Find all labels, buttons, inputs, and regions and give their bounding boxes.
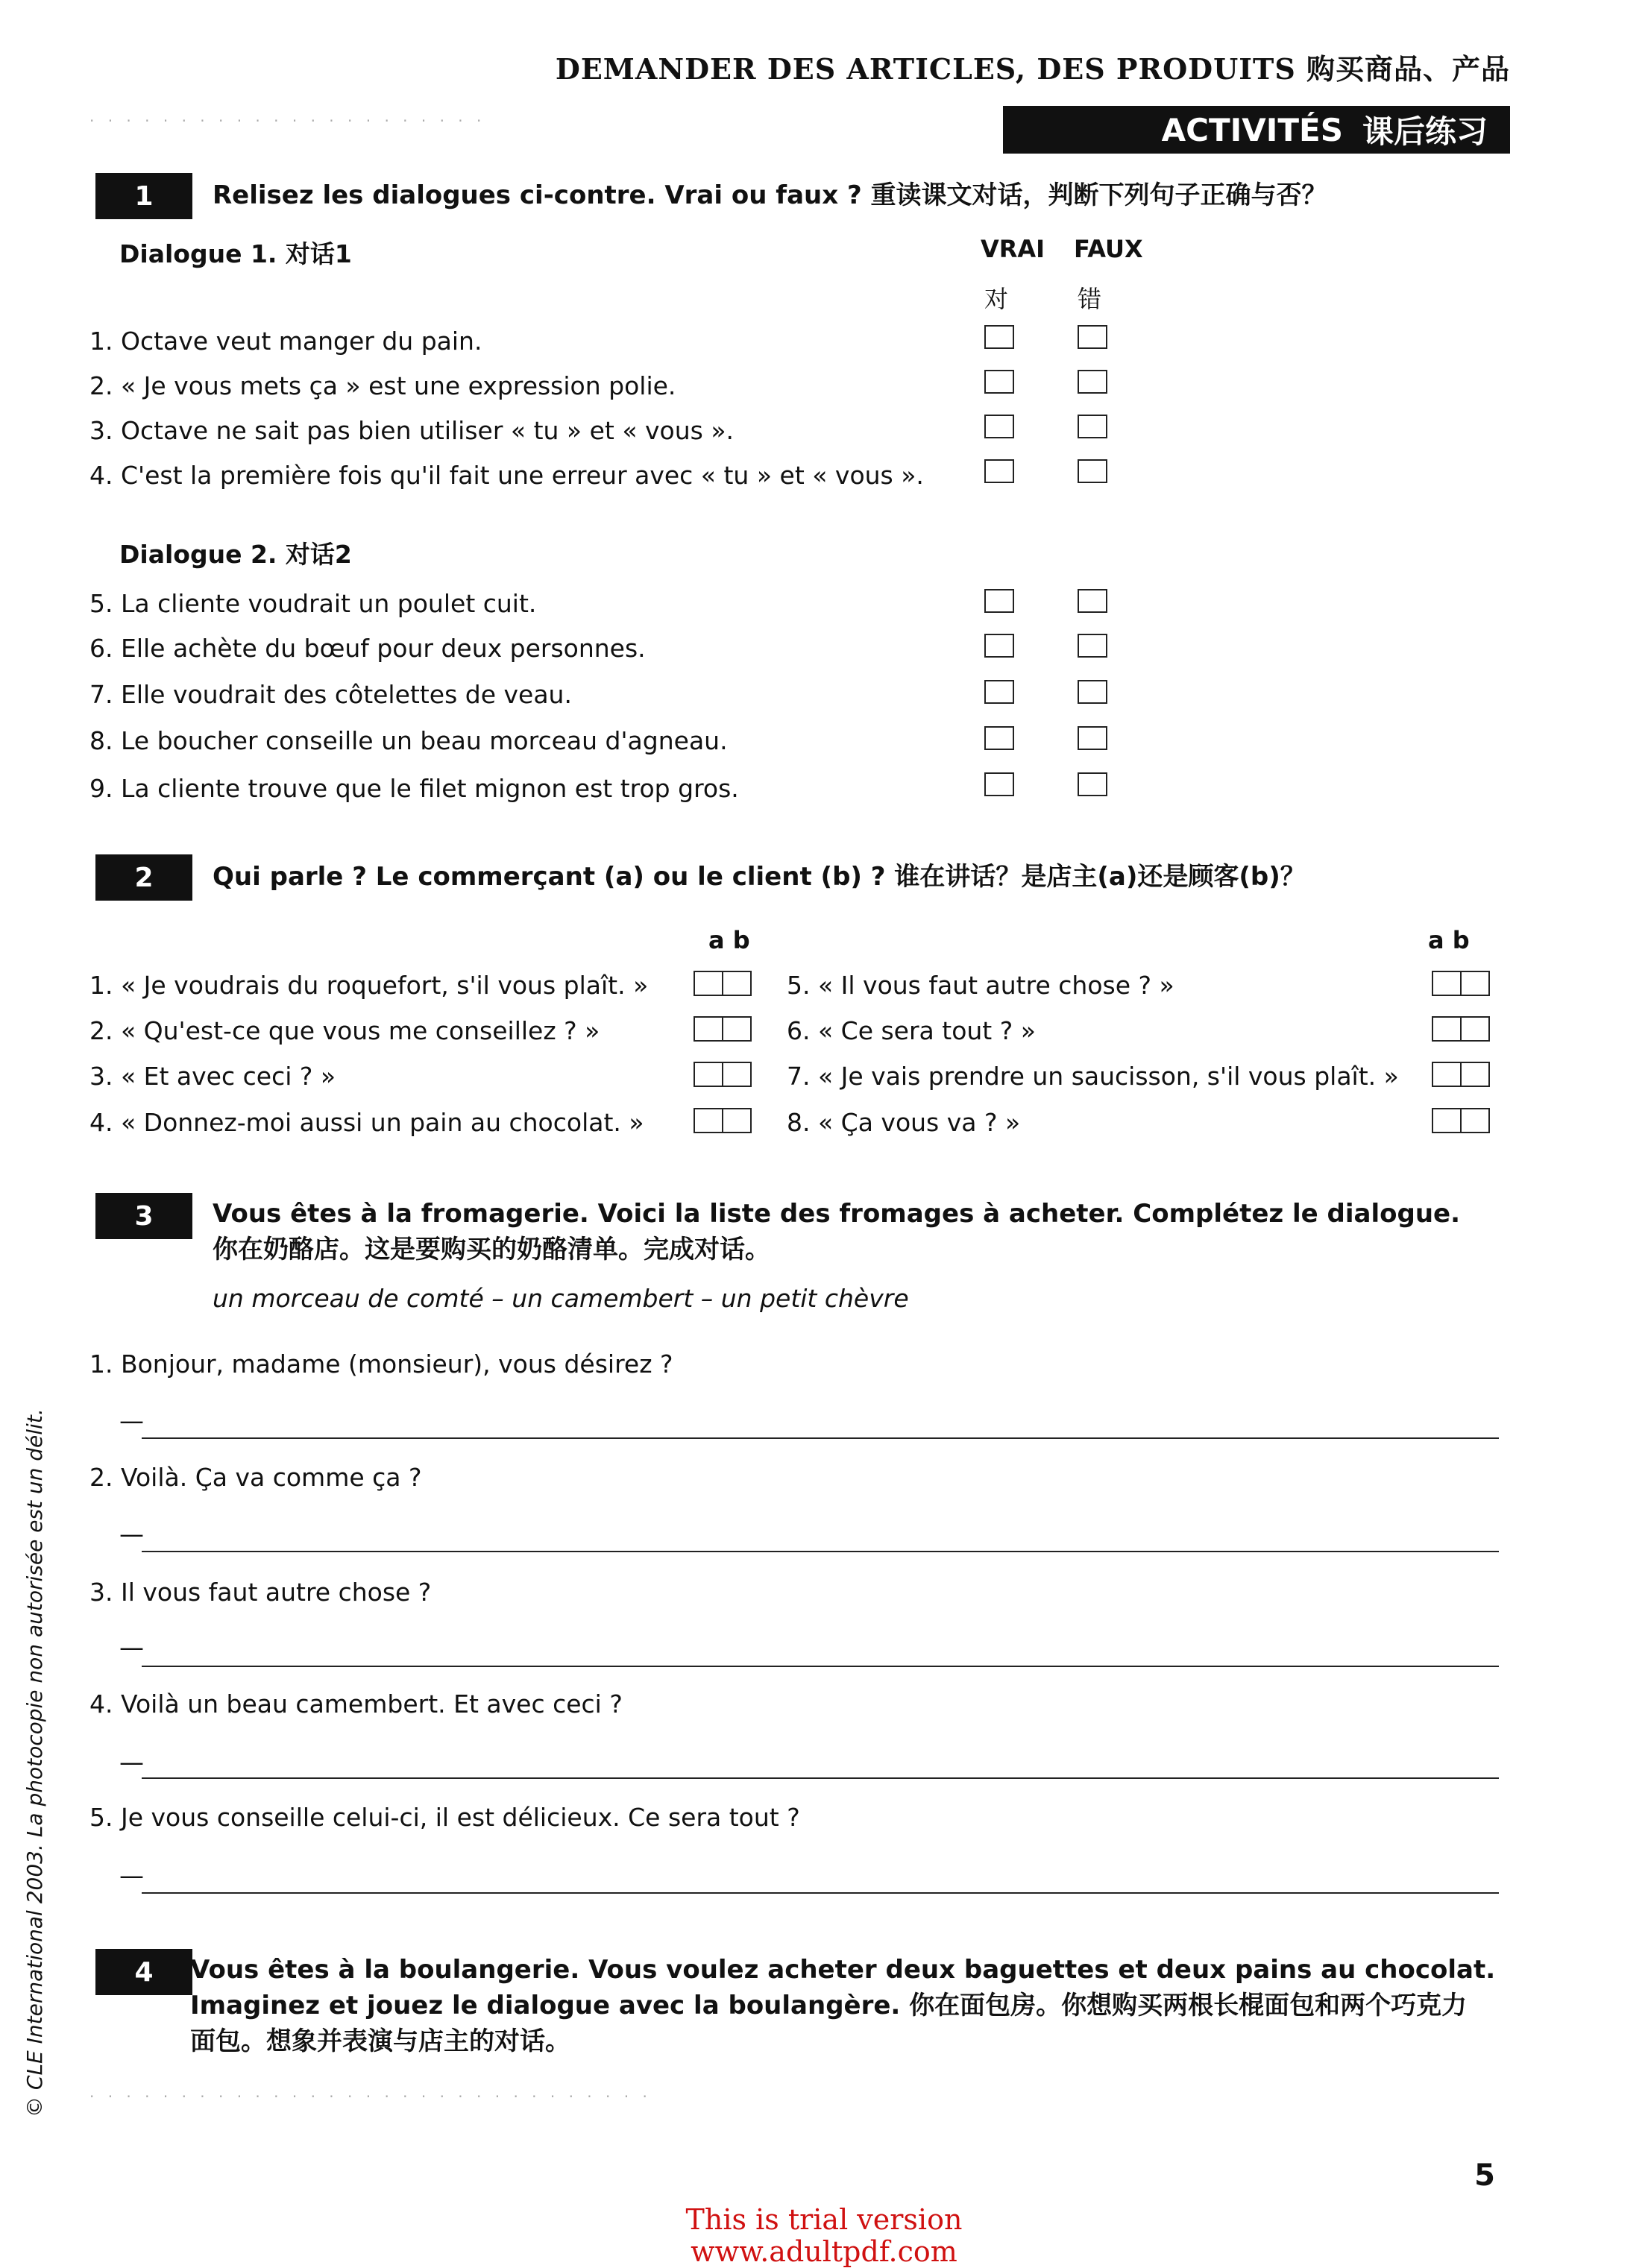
ex1-statement-7: 7. Elle voudrait des côtelettes de veau. [89, 680, 572, 709]
ex3-answer-line-3[interactable] [142, 1666, 1499, 1667]
ex1-4-vrai-checkbox[interactable] [984, 459, 1014, 483]
ex1-7-vrai-checkbox[interactable] [984, 680, 1014, 704]
ex1-statement-1: 1. Octave veut manger du pain. [89, 327, 482, 356]
exercise-1-number: 1 [95, 173, 192, 219]
trial-notice: This is trial version [685, 2203, 963, 2236]
ex2-6-ab-boxes[interactable] [1432, 1016, 1490, 1042]
ex2-item-2: 2. « Qu'est-ce que vous me conseillez ? » [89, 1016, 600, 1045]
col-vrai: VRAI [981, 235, 1045, 263]
ex1-1-faux-checkbox[interactable] [1078, 325, 1107, 349]
ex1-4-faux-checkbox[interactable] [1078, 459, 1107, 483]
ex1-9-vrai-checkbox[interactable] [984, 772, 1014, 796]
ex1-5-vrai-checkbox[interactable] [984, 589, 1014, 613]
ex3-answer-line-4[interactable] [142, 1777, 1499, 1779]
ex1-statement-2: 2. « Je vous mets ça » est une expression polie. [89, 371, 676, 400]
exercise-2-instruction: Qui parle ? Le commerçant (a) ou le client (b) ? 谁在讲话？是店主(a)还是顾客(b)？ [213, 862, 1306, 892]
exercise-1-instruction: Relisez les dialogues ci-contre. Vrai ou faux ? 重读课文对话，判断下列句子正确与否？ [213, 180, 1327, 210]
band-label-fr: ACTIVITÉS [1161, 111, 1343, 148]
footer-decoration: · · · · · · · · · · · · · · · · · · · · · · · · · · · · · · · [89, 2088, 652, 2105]
ex2-1-ab-boxes[interactable] [694, 971, 752, 996]
ex2-left-col-ab: a b [708, 926, 750, 954]
page-header-title: DEMANDER DES ARTICLES, DES PRODUITS 购买商品、产品 [555, 52, 1510, 86]
ex3-prompt-1: 1. Bonjour, madame (monsieur), vous désirez ? [89, 1349, 673, 1379]
ex3-answer-line-2[interactable] [142, 1551, 1499, 1552]
ex2-8-ab-boxes[interactable] [1432, 1108, 1490, 1133]
ex2-4-ab-boxes[interactable] [694, 1108, 752, 1133]
exercise-4-number: 4 [95, 1949, 192, 1995]
ex1-7-faux-checkbox[interactable] [1078, 680, 1107, 704]
ex2-item-6: 6. « Ce sera tout ? » [787, 1016, 1036, 1045]
ex1-5-faux-checkbox[interactable] [1078, 589, 1107, 613]
ex2-item-4: 4. « Donnez-moi aussi un pain au chocolat. » [89, 1108, 644, 1137]
ex3-dash-4: — [119, 1748, 144, 1777]
dialogue-1-title: Dialogue 1. 对话1 [119, 239, 352, 268]
exercise-4-instruction-3: 面包。想象并表演与店主的对话。 [190, 2026, 570, 2056]
ex1-statement-8: 8. Le boucher conseille un beau morceau d'agneau. [89, 726, 728, 755]
activities-band [1003, 106, 1510, 154]
exercise-3-number: 3 [95, 1193, 192, 1239]
col-faux: FAUX [1074, 235, 1143, 263]
ex3-prompt-2: 2. Voilà. Ça va comme ça ? [89, 1463, 422, 1492]
ex2-item-8: 8. « Ça vous va ? » [787, 1108, 1021, 1137]
header-decoration: · · · · · · · · · · · · · · · · · · · · · · [89, 112, 486, 130]
ex2-7-ab-boxes[interactable] [1432, 1062, 1490, 1087]
ex1-8-vrai-checkbox[interactable] [984, 726, 1014, 750]
ex2-right-col-ab: a b [1428, 926, 1470, 954]
ex1-1-vrai-checkbox[interactable] [984, 325, 1014, 349]
trial-url: www.adultpdf.com [691, 2235, 957, 2268]
exercise-4-instruction-2: Imaginez et jouez le dialogue avec la boulangère. 你在面包房。你想购买两根长棍面包和两个巧克力 [190, 1991, 1468, 2020]
ex1-9-faux-checkbox[interactable] [1078, 772, 1107, 796]
ex3-dash-5: — [119, 1861, 144, 1890]
ex1-3-faux-checkbox[interactable] [1078, 415, 1107, 438]
ex1-6-vrai-checkbox[interactable] [984, 634, 1014, 658]
ex1-2-vrai-checkbox[interactable] [984, 370, 1014, 394]
band-label-cn: 课后练习 [1362, 113, 1488, 150]
exercise-2-number: 2 [95, 854, 192, 901]
ex1-statement-5: 5. La cliente voudrait un poulet cuit. [89, 589, 537, 618]
col-vrai-cn: 对 [984, 285, 1009, 313]
ex3-answer-line-1[interactable] [142, 1437, 1499, 1439]
exercise-4-instruction-1: Vous êtes à la boulangerie. Vous voulez acheter deux baguettes et deux pains au chocolat. [190, 1955, 1496, 1985]
ex2-3-ab-boxes[interactable] [694, 1062, 752, 1087]
ex1-statement-4: 4. C'est la première fois qu'il fait une erreur avec « tu » et « vous ». [89, 461, 924, 490]
dialogue-2-title: Dialogue 2. 对话2 [119, 540, 352, 569]
page-number: 5 [1474, 2158, 1495, 2193]
ex1-3-vrai-checkbox[interactable] [984, 415, 1014, 438]
ex2-item-1: 1. « Je voudrais du roquefort, s'il vous plaît. » [89, 971, 649, 1000]
col-faux-cn: 错 [1078, 285, 1102, 313]
ex3-prompt-3: 3. Il vous faut autre chose ? [89, 1578, 432, 1607]
ex1-statement-9: 9. La cliente trouve que le filet mignon est trop gros. [89, 774, 739, 803]
ex1-2-faux-checkbox[interactable] [1078, 370, 1107, 394]
ex3-prompt-4: 4. Voilà un beau camembert. Et avec ceci ? [89, 1689, 623, 1719]
ex2-2-ab-boxes[interactable] [694, 1016, 752, 1042]
exercise-3-instruction: Vous êtes à la fromagerie. Voici la liste des fromages à acheter. Complétez le dialogue. 你在奶酪店。这是要购买的奶酪清单。完成对话。 [213, 1199, 1461, 1264]
ex3-dash-3: — [119, 1633, 144, 1662]
ex3-answer-line-5[interactable] [142, 1892, 1499, 1894]
copyright-side-note: © CLE International 2003. La photocopie non autorisée est un délit. [22, 1408, 47, 2117]
ex3-dash-1: — [119, 1406, 144, 1435]
cheese-list: un morceau de comté – un camembert – un petit chèvre [213, 1284, 909, 1313]
ex1-statement-6: 6. Elle achète du bœuf pour deux personnes. [89, 634, 646, 663]
ex3-prompt-5: 5. Je vous conseille celui-ci, il est délicieux. Ce sera tout ? [89, 1803, 800, 1832]
ex1-statement-3: 3. Octave ne sait pas bien utiliser « tu » et « vous ». [89, 416, 734, 445]
ex2-5-ab-boxes[interactable] [1432, 971, 1490, 996]
ex1-6-faux-checkbox[interactable] [1078, 634, 1107, 658]
ex2-item-3: 3. « Et avec ceci ? » [89, 1062, 336, 1091]
ex1-8-faux-checkbox[interactable] [1078, 726, 1107, 750]
ex2-item-7: 7. « Je vais prendre un saucisson, s'il vous plaît. » [787, 1062, 1399, 1091]
ex2-item-5: 5. « Il vous faut autre chose ? » [787, 971, 1174, 1000]
ex3-dash-2: — [119, 1519, 144, 1549]
